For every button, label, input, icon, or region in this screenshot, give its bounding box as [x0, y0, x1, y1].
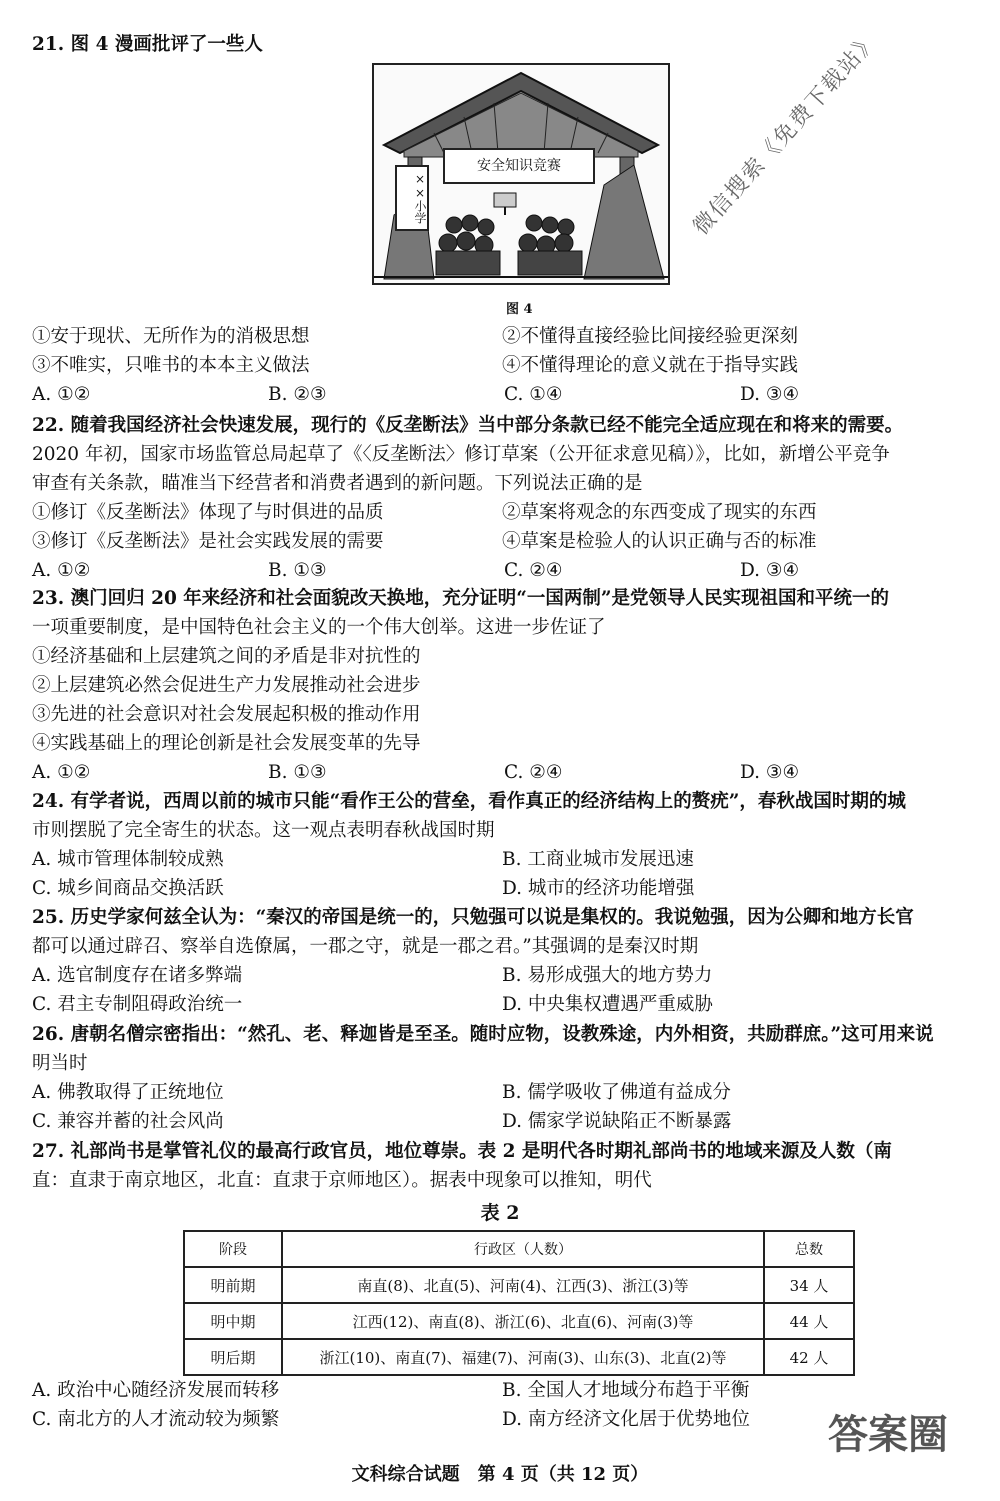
table-header-total: 总数: [764, 1231, 854, 1267]
q23-stem-line-2: 一项重要制度，是中国特色社会主义的一个伟大创举。这进一步佐证了: [32, 617, 606, 638]
q26-choice-c[interactable]: C. 兼容并蓄的社会风尚: [32, 1111, 224, 1132]
q26-stem-line-2: 明当时: [32, 1053, 88, 1074]
table-2-title: 表 2: [480, 1202, 520, 1224]
q23-choice-a[interactable]: A. ①②: [32, 762, 91, 783]
q25-choice-a[interactable]: A. 选官制度存在诸多弊端: [32, 965, 243, 986]
table-header-row: [184, 1231, 854, 1267]
q23-choice-c[interactable]: C. ②④: [504, 762, 563, 783]
table-cell-region: 江西(12)、南直(8)、浙江(6)、北直(6)、河南(3)等: [282, 1303, 764, 1339]
q21-statement-1: ①安于现状、无所作为的消极思想: [32, 326, 310, 347]
q23-choice-b[interactable]: B. ①③: [268, 762, 327, 783]
q21-statement-4: ④不懂得理论的意义就在于指导实践: [502, 355, 799, 376]
q25-choice-c[interactable]: C. 君主专制阻碍政治统一: [32, 994, 243, 1015]
question-21-options: [32, 322, 977, 409]
table-cell-stage: 明中期: [184, 1303, 282, 1339]
q21-choice-d[interactable]: D. ③④: [740, 384, 800, 405]
sign-safety-contest: 安全知识竞赛: [443, 148, 595, 184]
q27-choice-d[interactable]: D. 南方经济文化居于优势地位: [502, 1409, 750, 1430]
q27-stem-line-2: 直：直隶于南京地区，北直：直隶于京师地区）。据表中现象可以推知，明代: [32, 1170, 652, 1191]
question-26: [32, 1020, 977, 1136]
q22-choice-c[interactable]: C. ②④: [504, 560, 563, 581]
q21-choice-a[interactable]: A. ①②: [32, 384, 91, 405]
q24-choice-c[interactable]: C. 城乡间商品交换活跃: [32, 878, 224, 899]
q26-stem-line-1: 26. 唐朝名僧宗密指出：“然孔、老、释迦皆是至圣。随时应物，设教殊途，内外相资，共励群庶。”这可用来说: [32, 1024, 934, 1045]
table-cell-total: 34 人: [764, 1267, 854, 1303]
q25-choice-b[interactable]: B. 易形成强大的地方势力: [502, 965, 713, 986]
q25-stem-line-1: 25. 历史学家何兹全认为：“秦汉的帝国是统一的，只勉强可以说是集权的。我说勉强，因为公卿和地方长官: [32, 907, 914, 928]
q22-choice-b[interactable]: B. ①③: [268, 560, 327, 581]
q22-statement-1: ①修订《反垄断法》体现了与时俱进的品质: [32, 502, 384, 523]
q21-statement-3: ③不唯实，只唯书的本本主义做法: [32, 355, 310, 376]
table-2: [183, 1230, 855, 1376]
q22-stem-line-2: 2020 年初，国家市场监管总局起草了《〈反垄断法〉修订草案（公开征求意见稿）》，比如，新增公平竞争: [32, 444, 890, 465]
question-24: [32, 787, 977, 903]
q22-statement-4: ④草案是检验人的认识正确与否的标准: [502, 531, 817, 552]
q27-choice-c[interactable]: C. 南北方的人才流动较为频繁: [32, 1409, 280, 1430]
q21-statement-2: ②不懂得直接经验比间接经验更深刻: [502, 326, 799, 347]
answer-circle-logo: [820, 1400, 980, 1496]
table-row: [184, 1303, 854, 1339]
table-cell-stage: 明前期: [184, 1267, 282, 1303]
question-25: [32, 903, 977, 1019]
q21-choice-b[interactable]: B. ②③: [268, 384, 327, 405]
q25-choice-d[interactable]: D. 中央集权遭遇严重威胁: [502, 994, 713, 1015]
table-header-stage: 阶段: [184, 1231, 282, 1267]
q22-stem-line-1: 22. 随着我国经济社会快速发展，现行的《反垄断法》当中部分条款已经不能完全适应现在和将来的需要。: [32, 415, 904, 436]
question-27: [32, 1137, 977, 1195]
q23-statement-2: ②上层建筑必然会促进生产力发展推动社会进步: [32, 675, 421, 696]
q24-stem-line-2: 市则摆脱了完全寄生的状态。这一观点表明春秋战国时期: [32, 820, 495, 841]
question-23: [32, 584, 977, 787]
page-footer: 文科综合试题 第 4 页（共 12 页）: [351, 1464, 649, 1485]
q22-stem-line-3: 审查有关条款，瞄准当下经营者和消费者遇到的新问题。下列说法正确的是: [32, 473, 643, 494]
q24-choice-d[interactable]: D. 城市的经济功能增强: [502, 878, 695, 899]
q26-choice-a[interactable]: A. 佛教取得了正统地位: [32, 1082, 224, 1103]
table-header-region: 行政区（人数）: [282, 1231, 764, 1267]
q23-statement-3: ③先进的社会意识对社会发展起积极的推动作用: [32, 704, 421, 725]
table-cell-region: 南直(8)、北直(5)、河南(4)、江西(3)、浙江(3)等: [282, 1267, 764, 1303]
q27-choice-b[interactable]: B. 全国人才地域分布趋于平衡: [502, 1380, 750, 1401]
table-cell-region: 浙江(10)、南直(7)、福建(7)、河南(3)、山东(3)、北直(2)等: [282, 1339, 764, 1375]
watermark: 微信搜索《免费下载站》: [688, 27, 884, 241]
q24-choice-a[interactable]: A. 城市管理体制较成熟: [32, 849, 224, 870]
q23-choice-d[interactable]: D. ③④: [740, 762, 800, 783]
q26-choice-d[interactable]: D. 儒家学说缺陷正不断暴露: [502, 1111, 732, 1132]
q23-stem-line-1: 23. 澳门回归 20 年来经济和社会面貌改天换地，充分证明“一国两制”是党领导人民实现祖国和平统一的: [32, 588, 890, 609]
q26-choice-b[interactable]: B. 儒学吸收了佛道有益成分: [502, 1082, 731, 1103]
table-cell-stage: 明后期: [184, 1339, 282, 1375]
q27-stem-line-1: 27. 礼部尚书是掌管礼仪的最高行政官员，地位尊崇。表 2 是明代各时期礼部尚书的地域来源及人数（南: [32, 1141, 892, 1162]
question-22: [32, 411, 977, 585]
q24-choice-b[interactable]: B. 工商业城市发展迅速: [502, 849, 694, 870]
sign-school: ××小学: [395, 165, 429, 231]
q25-stem-line-2: 都可以通过辟召、察举自选僚属，一郡之守，就是一郡之君。”其强调的是秦汉时期: [32, 936, 699, 957]
q22-choice-d[interactable]: D. ③④: [740, 560, 800, 581]
table-cell-total: 42 人: [764, 1339, 854, 1375]
q22-choice-a[interactable]: A. ①②: [32, 560, 91, 581]
q24-stem-line-1: 24. 有学者说，西周以前的城市只能“看作王公的营垒，看作真正的经济结构上的赘疣”，春秋战国时期的城: [32, 791, 906, 812]
table-row: [184, 1339, 854, 1375]
figure-caption: 图 4: [506, 302, 533, 317]
q23-statement-1: ①经济基础和上层建筑之间的矛盾是非对抗性的: [32, 646, 421, 667]
q21-choice-c[interactable]: C. ①④: [504, 384, 563, 405]
table-row: [184, 1267, 854, 1303]
q27-choice-a[interactable]: A. 政治中心随经济发展而转移: [32, 1380, 280, 1401]
q22-statement-3: ③修订《反垄断法》是社会实践发展的需要: [32, 531, 384, 552]
q22-statement-2: ②草案将观念的东西变成了现实的东西: [502, 502, 817, 523]
logo-text: 答案圈: [828, 1412, 948, 1458]
table-cell-total: 44 人: [764, 1303, 854, 1339]
q23-statement-4: ④实践基础上的理论创新是社会发展变革的先导: [32, 733, 421, 754]
question-21-stem: 21. 图 4 漫画批评了一些人: [32, 34, 263, 55]
